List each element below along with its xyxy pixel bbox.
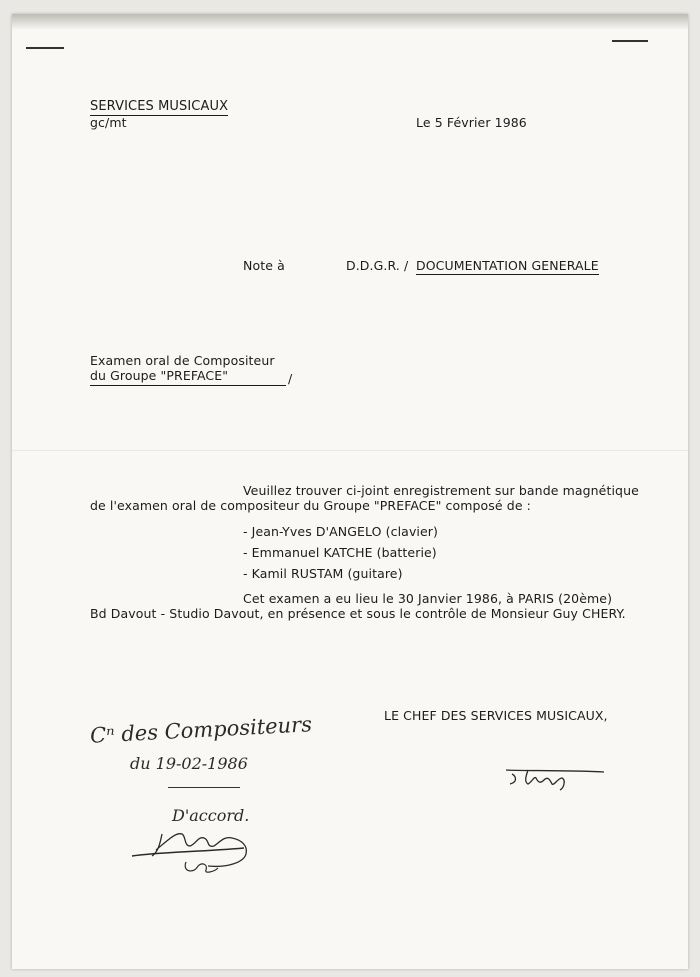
- recipient-prefix: D.D.G.R. /: [346, 258, 409, 273]
- body-paragraph-2-line-1: Cet examen a eu lieu le 30 Janvier 1986, à PARIS (20ème): [243, 591, 613, 606]
- approval-signature: [128, 822, 260, 878]
- subject-line-1: Examen oral de Compositeur: [90, 353, 275, 368]
- margin-mark-right: [612, 40, 648, 42]
- subject-slash: /: [288, 371, 293, 386]
- reference-code: gc/mt: [90, 115, 127, 130]
- member-item: - Jean-Yves D'ANGELO (clavier): [243, 524, 439, 539]
- chief-signature: [504, 764, 606, 794]
- body-paragraph-1-line-1: Veuillez trouver ci-joint enregistrement sur bande magnétique: [243, 483, 639, 498]
- department-heading: SERVICES MUSICAUX: [90, 99, 229, 114]
- note-label: Note à: [243, 258, 285, 273]
- signatory-title: LE CHEF DES SERVICES MUSICAUX,: [384, 708, 608, 723]
- body-paragraph-2-line-2: Bd Davout - Studio Davout, en présence et sous le contrôle de Monsieur Guy CHERY.: [90, 606, 626, 621]
- letter-date: Le 5 Février 1986: [416, 115, 527, 130]
- page-top-shadow: [12, 14, 688, 30]
- recipient-name: DOCUMENTATION GENERALE: [416, 258, 599, 273]
- handwritten-approval: D'accord.: [172, 806, 250, 825]
- subject-line-2: du Groupe "PREFACE": [90, 368, 286, 386]
- member-item: - Kamil RUSTAM (guitare): [243, 566, 403, 581]
- handwritten-committee-note: Cⁿ des Compositeurs: [89, 712, 313, 748]
- body-paragraph-1-line-2: de l'examen oral de compositeur du Groupe "PREFACE" composé de :: [90, 498, 531, 513]
- margin-mark-left: [26, 47, 64, 49]
- paper-fold: [12, 450, 688, 451]
- member-item: - Emmanuel KATCHE (batterie): [243, 545, 437, 560]
- handwritten-date-note: du 19-02-1986: [130, 754, 248, 773]
- handwritten-rule: [168, 787, 240, 788]
